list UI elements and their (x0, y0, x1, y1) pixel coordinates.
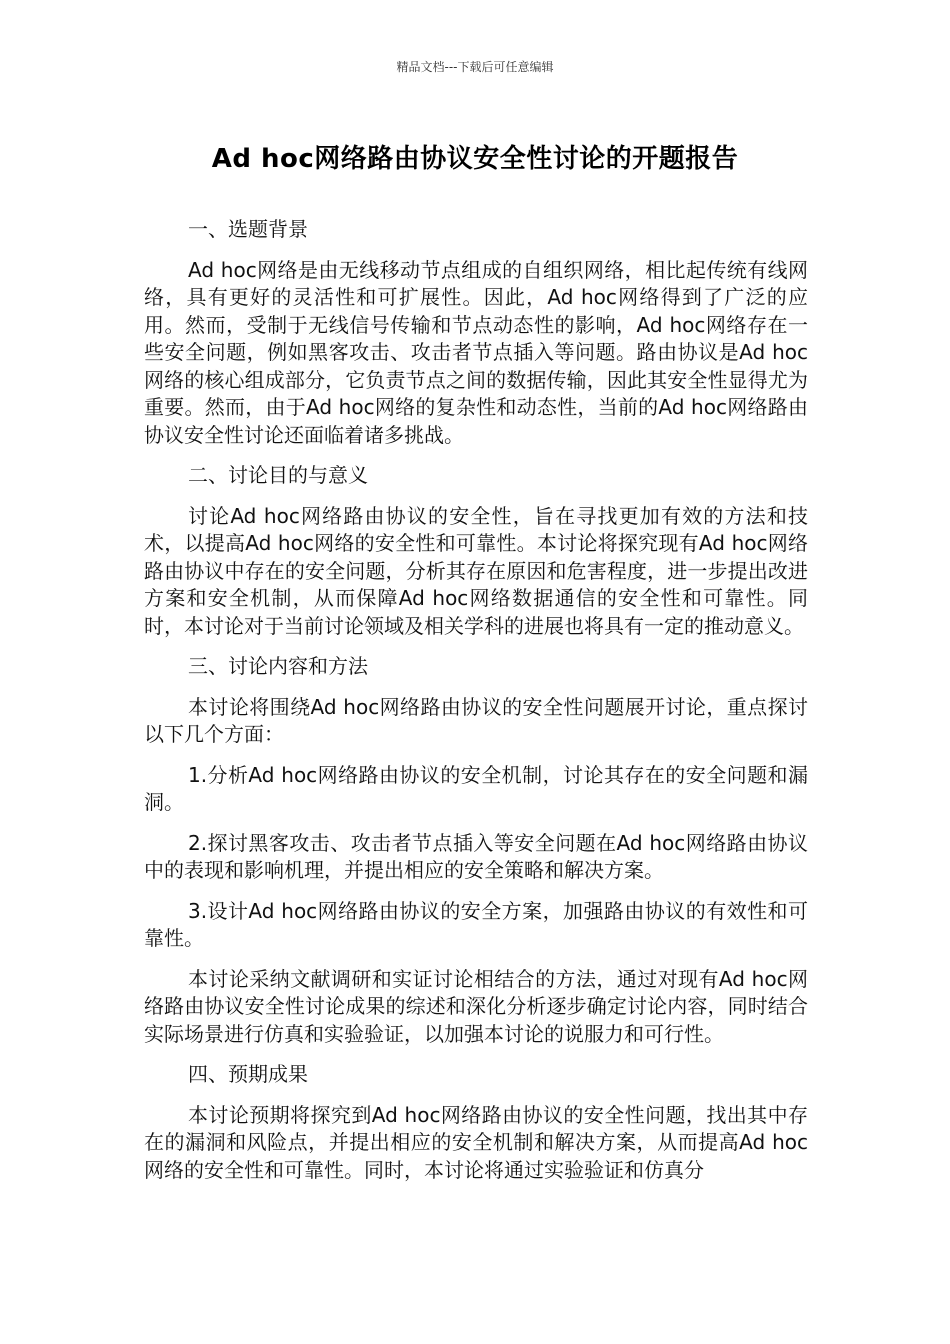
document-title: Ad hoc网络路由协议安全性讨论的开题报告 (211, 144, 739, 174)
paragraph-purpose: 讨论Ad hoc网络路由协议的安全性，旨在寻找更加有效的方法和技术，以提高Ad hoc网络的安全性和可靠性。本讨论将探究现有Ad hoc网络路由协议中存在的安全问题，分析其存在原因和危害程度，进一步提出改进方案和安全机制，从而保障Ad hoc网络数据通信的安全性和可靠性。同时，本讨论对于当前讨论领域及相关学科的进展也将具有一定的推动意义。 (144, 503, 808, 638)
list-item-1: 1.分析Ad hoc网络路由协议的安全机制，讨论其存在的安全问题和漏洞。 (144, 762, 808, 814)
paragraph-content-intro: 本讨论将围绕Ad hoc网络路由协议的安全性问题展开讨论，重点探讨以下几个方面： (144, 694, 808, 746)
paragraph-method: 本讨论采纳文献调研和实证讨论相结合的方法，通过对现有Ad hoc网络路由协议安全性讨论成果的综述和深化分析逐步确定讨论内容，同时结合实际场景进行仿真和实验验证，以加强本讨论的说服力和可行性。 (144, 966, 808, 1046)
section-heading-content-method: 三、讨论内容和方法 (188, 654, 368, 678)
list-item-2: 2.探讨黑客攻击、攻击者节点插入等安全问题在Ad hoc网络路由协议中的表现和影响机理，并提出相应的安全策略和解决方案。 (144, 830, 808, 882)
paragraph-expected-results: 本讨论预期将探究到Ad hoc网络路由协议的安全性问题，找出其中存在的漏洞和风险点，并提出相应的安全机制和解决方案，从而提高Ad hoc网络的安全性和可靠性。同时，本讨论将通过实验验证和仿真分 (144, 1102, 808, 1182)
document-body (144, 216, 808, 1197)
list-item-3: 3.设计Ad hoc网络路由协议的安全方案，加强路由协议的有效性和可靠性。 (144, 898, 808, 950)
section-heading-expected-results: 四、预期成果 (188, 1062, 308, 1086)
section-heading-purpose: 二、讨论目的与意义 (188, 463, 368, 487)
section-heading-background: 一、选题背景 (188, 217, 308, 241)
paragraph-background: Ad hoc网络是由无线移动节点组成的自组织网络，相比起传统有线网络，具有更好的灵活性和可扩展性。因此，Ad hoc网络得到了广泛的应用。然而，受制于无线信号传输和节点动态性的影响，Ad hoc网络存在一些安全问题，例如黑客攻击、攻击者节点插入等问题。路由协议是Ad hoc网络的核心组成部分，它负责节点之间的数据传输，因此其安全性显得尤为重要。然而，由于Ad hoc网络的复杂性和动态性，当前的Ad hoc网络路由协议安全性讨论还面临着诸多挑战。 (144, 257, 808, 447)
header-note: 精品文档---下载后可任意编辑 (396, 60, 554, 74)
